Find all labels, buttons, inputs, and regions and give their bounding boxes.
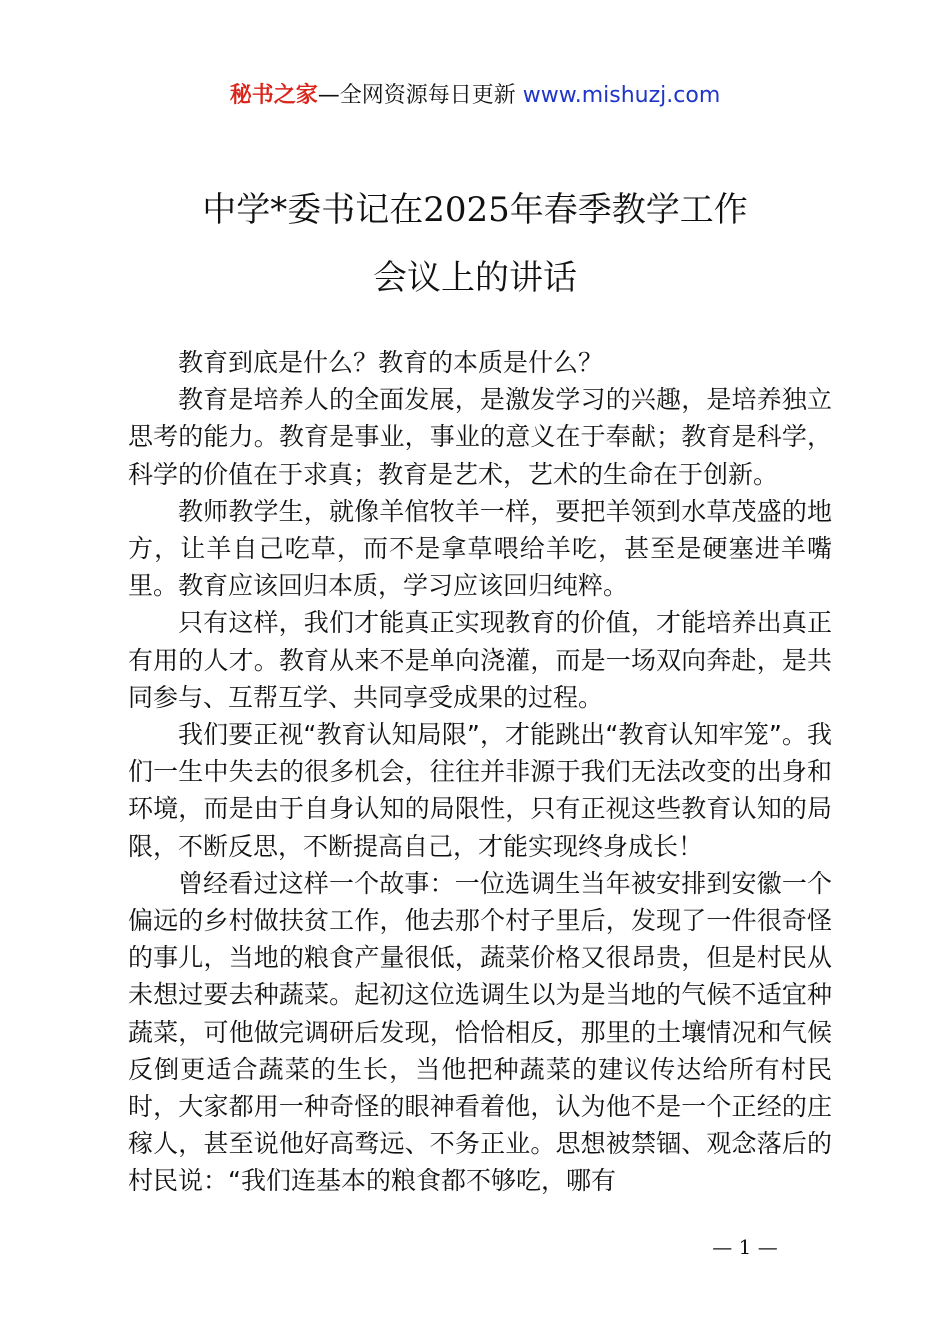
paragraph-6: 曾经看过这样一个故事：一位选调生当年被安排到安徽一个偏远的乡村做扶贫工作，他去那个村子里后，发现了一件很奇怪的事儿，当地的粮食产量很低，蔬菜价格又很昂贵，但是村民从未想过要去种蔬菜。起初这位选调生以为是当地的气候不适宜种蔬菜，可他做完调研后发现，恰恰相反，那里的土壤情况和气候反倒更适合蔬菜的生长，当他把种蔬菜的建议传达给所有村民时，大家都用一种奇怪的眼神看着他，认为他不是一个正经的庄稼人，甚至说他好高骛远、不务正业。思想被禁锢、观念落后的村民说：“我们连基本的粮食都不够吃，哪有: [128, 868, 832, 1196]
paragraph-5: 我们要正视“教育认知局限”，才能跳出“教育认知牢笼”。我们一生中失去的很多机会，往往并非源于我们无法改变的出身和环境，而是由于自身认知的局限性，只有正视这些教育认知的局限，不断反思，不断提高自己，才能实现终身成长！: [128, 720, 832, 861]
site-url-link[interactable]: www.mishuzj.com: [522, 83, 721, 108]
paragraph-4: 只有这样，我们才能真正实现教育的价值，才能培养出真正有用的人才。教育从来不是单向浇灌，而是一场双向奔赴，是共同参与、互帮互学、共同享受成果的过程。: [128, 608, 832, 712]
site-tagline: —全网资源每日更新: [317, 83, 516, 108]
paragraph-2: 教育是培养人的全面发展，是激发学习的兴趣，是培养独立思考的能力。教育是事业，事业的意义在于奉献；教育是科学，科学的价值在于求真；教育是艺术，艺术的生命在于创新。: [128, 385, 832, 489]
document-title-line-1: 中学*委书记在2025年春季教学工作: [202, 190, 748, 230]
document-body: [128, 344, 832, 1200]
document-title-line-2: 会议上的讲话: [373, 258, 577, 298]
page-number: — 1 —: [712, 1235, 778, 1259]
site-brand: 秘书之家: [229, 83, 318, 108]
paragraph-1: 教育到底是什么？教育的本质是什么？: [178, 348, 604, 377]
site-header: [0, 80, 950, 112]
paragraph-3: 教师教学生，就像羊倌牧羊一样，要把羊领到水草茂盛的地方，让羊自己吃草，而不是拿草喂给羊吃，甚至是硬塞进羊嘴里。教育应该回归本质，学习应该回归纯粹。: [128, 496, 832, 601]
